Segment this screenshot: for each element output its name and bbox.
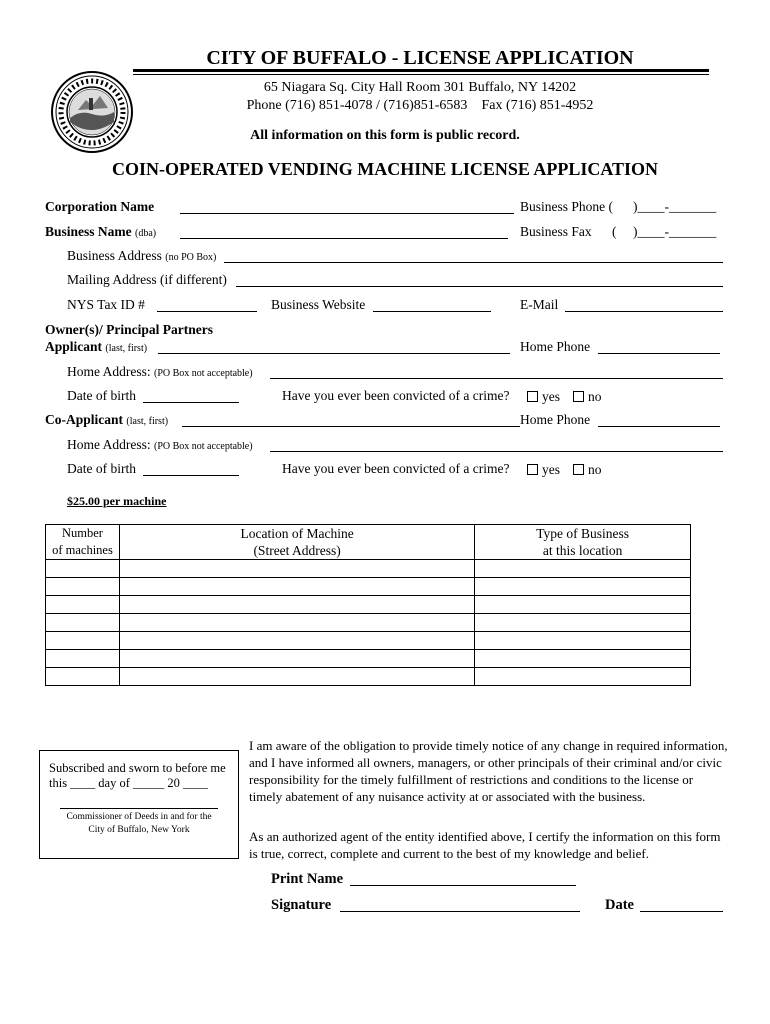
- co-applicant-crime-no[interactable]: [573, 462, 602, 478]
- number-cell[interactable]: [46, 668, 120, 686]
- applicant-dob-label: Date of birth: [67, 388, 136, 403]
- signature-label: Signature: [271, 897, 332, 913]
- co-applicant-name-field[interactable]: [182, 415, 520, 427]
- location-cell[interactable]: [119, 632, 474, 650]
- print-name-field[interactable]: [350, 874, 576, 886]
- number-cell[interactable]: [46, 614, 120, 632]
- title-rule-thick: [133, 69, 709, 72]
- co-applicant-crime-no-label: no: [588, 462, 602, 477]
- business-name-title: Business Name: [45, 224, 132, 239]
- public-record-notice: All information on this form is public record.: [250, 128, 520, 143]
- number-cell[interactable]: [46, 560, 120, 578]
- print-name-label: Print Name: [271, 871, 344, 887]
- office-fax: Fax (716) 851-4952: [481, 98, 594, 113]
- certify-paragraph: As an authorized agent of the entity identified above, I certify the information on this form is true, correct, complete and current to the best of my knowledge and belief.: [249, 829, 721, 861]
- corporation-name-field[interactable]: [180, 202, 514, 214]
- co-applicant-title: Co-Applicant: [45, 412, 124, 427]
- office-phone-fax: [135, 98, 705, 114]
- notary-box: [39, 750, 239, 859]
- co-applicant-home-address-label: [67, 437, 253, 453]
- business-website-label: Business Website: [271, 297, 366, 312]
- co-applicant-dob-label: Date of birth: [67, 461, 136, 476]
- col-number-header: [46, 525, 120, 560]
- title-rule-thin: [133, 74, 709, 75]
- notary-signature-field[interactable]: [60, 797, 218, 809]
- business-fax-paren: (: [612, 224, 617, 239]
- nys-tax-id-label: NYS Tax ID #: [67, 297, 145, 312]
- applicant-crime-yes[interactable]: [527, 389, 560, 405]
- co-applicant-home-address-title: Home Address:: [67, 437, 151, 452]
- co-applicant-home-address-field[interactable]: [270, 440, 723, 452]
- office-address: 65 Niagara Sq. City Hall Room 301 Buffalo, NY 14202: [263, 80, 577, 95]
- location-cell[interactable]: [119, 578, 474, 596]
- business-website-field[interactable]: [373, 300, 491, 312]
- business-phone-field[interactable]: )____-_______: [633, 199, 717, 214]
- type-cell[interactable]: [475, 596, 691, 614]
- table-header-row: [46, 525, 691, 560]
- type-cell[interactable]: [475, 560, 691, 578]
- applicant-home-address-label: [67, 364, 253, 380]
- email-field[interactable]: [565, 300, 723, 312]
- co-applicant-po-box-note: (PO Box not acceptable): [154, 441, 253, 452]
- table-row: [46, 614, 691, 632]
- col-location-header: [119, 525, 474, 560]
- nys-tax-id-field[interactable]: [157, 300, 257, 312]
- type-cell[interactable]: [475, 650, 691, 668]
- date-label: Date: [605, 897, 634, 913]
- business-fax-field[interactable]: )____-_______: [633, 224, 717, 239]
- number-cell[interactable]: [46, 578, 120, 596]
- col-number-header-line1: Number: [61, 526, 103, 540]
- business-address-field[interactable]: [224, 251, 723, 263]
- business-fax-label: Business Fax: [520, 224, 592, 239]
- business-phone-label: Business Phone (: [520, 199, 614, 214]
- number-cell[interactable]: [46, 650, 120, 668]
- applicant-crime-no-label: no: [588, 389, 602, 404]
- notary-commissioner-line1: Commissioner of Deeds in and for the: [66, 812, 212, 822]
- applicant-title: Applicant: [45, 339, 103, 354]
- type-cell[interactable]: [475, 668, 691, 686]
- location-cell[interactable]: [119, 668, 474, 686]
- type-cell[interactable]: [475, 578, 691, 596]
- co-applicant-hint: (last, first): [126, 416, 169, 427]
- col-number-header-line2: of machines: [52, 543, 113, 557]
- applicant-dob-field[interactable]: [143, 391, 239, 403]
- corporation-name-label: Corporation Name: [45, 199, 155, 214]
- applicant-label: [45, 339, 147, 355]
- table-row: [46, 560, 691, 578]
- applicant-crime-yes-label: yes: [542, 389, 560, 404]
- co-applicant-label: [45, 412, 168, 428]
- col-type-header: [475, 525, 691, 560]
- table-row: [46, 632, 691, 650]
- notary-date-line: this ____ day of _____ 20 ____: [49, 776, 209, 790]
- obligation-paragraph: I am aware of the obligation to provide timely notice of any change in required information, and I have informed all owners, managers, or other principals of their criminal and/or civic responsibility for the timely fulfillment of restrictions and conditions to the license or timely abatement of any nuisance activity at or associated with the business.: [249, 738, 728, 804]
- business-address-label: [67, 248, 216, 264]
- checkbox-icon[interactable]: [527, 391, 538, 402]
- signature-field[interactable]: [340, 900, 580, 912]
- applicant-hint: (last, first): [105, 343, 148, 354]
- applicant-home-address-field[interactable]: [270, 367, 723, 379]
- applicant-crime-question: Have you ever been convicted of a crime?: [282, 388, 510, 403]
- number-cell[interactable]: [46, 632, 120, 650]
- co-applicant-dob-field[interactable]: [143, 464, 239, 476]
- mailing-address-field[interactable]: [236, 275, 723, 287]
- no-po-box-hint: (no PO Box): [165, 252, 217, 263]
- email-label: E-Mail: [520, 297, 559, 312]
- checkbox-icon[interactable]: [527, 464, 538, 475]
- form-title: COIN-OPERATED VENDING MACHINE LICENSE APPLICATION: [111, 159, 659, 179]
- table-row: [46, 650, 691, 668]
- page-title: CITY OF BUFFALO - LICENSE APPLICATION: [206, 47, 634, 69]
- applicant-home-address-title: Home Address:: [67, 364, 151, 379]
- business-name-field[interactable]: [180, 227, 508, 239]
- number-cell[interactable]: [46, 596, 120, 614]
- co-applicant-crime-question: Have you ever been convicted of a crime?: [282, 461, 510, 476]
- applicant-po-box-note: (PO Box not acceptable): [154, 368, 253, 379]
- col-type-header-line1: Type of Business: [536, 526, 630, 541]
- type-cell[interactable]: [475, 632, 691, 650]
- applicant-home-phone-label: Home Phone: [520, 339, 591, 354]
- applicant-name-field[interactable]: [158, 342, 510, 354]
- date-field[interactable]: [640, 900, 723, 912]
- city-seal-icon: [50, 70, 134, 154]
- fee-notice: $25.00 per machine: [67, 494, 167, 508]
- location-cell[interactable]: [119, 596, 474, 614]
- location-cell[interactable]: [119, 614, 474, 632]
- office-phone: Phone (716) 851-4078 / (716)851-6583: [246, 98, 468, 113]
- location-cell[interactable]: [119, 650, 474, 668]
- co-applicant-home-phone-field[interactable]: [598, 415, 720, 427]
- dba-hint: (dba): [135, 228, 157, 239]
- type-cell[interactable]: [475, 614, 691, 632]
- business-address-title: Business Address: [67, 248, 162, 263]
- owners-heading: Owner(s)/ Principal Partners: [45, 322, 213, 337]
- checkbox-icon[interactable]: [573, 391, 584, 402]
- business-name-label: [45, 224, 156, 240]
- notary-commissioner-line2: City of Buffalo, New York: [88, 825, 190, 835]
- col-type-header-line2: at this location: [542, 543, 623, 558]
- checkbox-icon[interactable]: [573, 464, 584, 475]
- applicant-home-phone-field[interactable]: [598, 342, 720, 354]
- mailing-address-label: Mailing Address (if different): [67, 272, 227, 287]
- machines-table: [45, 524, 691, 686]
- co-applicant-home-phone-label: Home Phone: [520, 412, 591, 427]
- location-cell[interactable]: [119, 560, 474, 578]
- notary-sworn-line: Subscribed and sworn to before me: [49, 761, 226, 775]
- table-row: [46, 668, 691, 686]
- table-row: [46, 596, 691, 614]
- col-location-header-line1: Location of Machine: [240, 526, 354, 541]
- applicant-crime-no[interactable]: [573, 389, 602, 405]
- co-applicant-crime-yes-label: yes: [542, 462, 560, 477]
- co-applicant-crime-yes[interactable]: [527, 462, 560, 478]
- col-location-header-line2: (Street Address): [253, 543, 341, 558]
- table-row: [46, 578, 691, 596]
